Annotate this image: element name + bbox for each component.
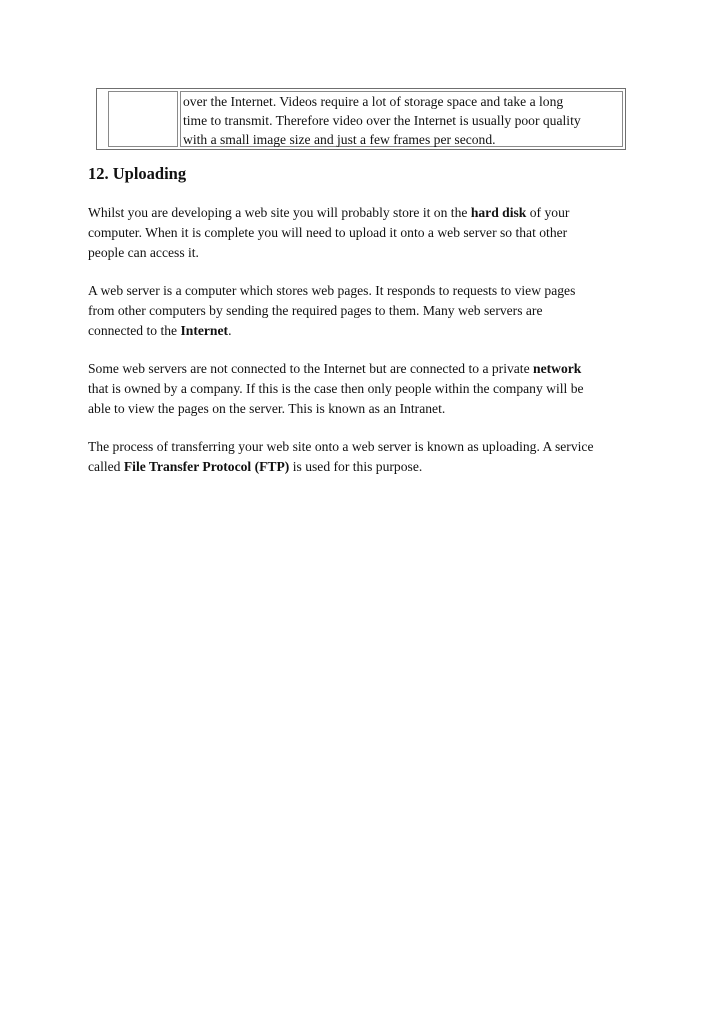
p2-text: . — [228, 323, 232, 338]
paragraph-1 — [88, 203, 648, 263]
p2-text: connected to the — [88, 323, 181, 338]
main-content — [88, 164, 648, 495]
table-row — [99, 91, 623, 147]
table-cell-empty — [108, 91, 178, 147]
p2-line-3 — [88, 321, 648, 341]
paragraph-4 — [88, 437, 648, 477]
continuation-table — [96, 88, 626, 150]
paragraph-3 — [88, 359, 648, 419]
p1-line-3: people can access it. — [88, 245, 199, 260]
internet-term: Internet — [180, 323, 229, 338]
p3-line-3: able to view the pages on the server. This is known as an Intranet. — [88, 401, 446, 416]
ftp-term: File Transfer Protocol (FTP) — [123, 459, 290, 474]
table-cell-text — [180, 91, 623, 147]
section-heading: 12. Uploading — [88, 164, 187, 183]
p2-line-2: from other computers by sending the required pages to them. Many web servers are — [88, 303, 543, 318]
hard-disk-term: hard disk — [470, 205, 527, 220]
paragraph-2 — [88, 281, 648, 341]
p4-text: is used for this purpose. — [289, 459, 423, 474]
p4-line-1: The process of transferring your web site onto a web server is known as uploading. A service — [88, 439, 594, 454]
p3-line-1 — [88, 359, 648, 379]
table-text-line-1: over the Internet. Videos require a lot of storage space and take a long — [183, 94, 564, 109]
p1-text: of your — [526, 205, 570, 220]
table-text-line-3: with a small image size and just a few frames per second. — [183, 132, 496, 147]
p1-line-2: computer. When it is complete you will need to upload it onto a web server so that other — [88, 225, 568, 240]
p3-text: Some web servers are not connected to the Internet but are connected to a private — [88, 361, 534, 376]
p1-text: Whilst you are developing a web site you will probably store it on the — [88, 205, 471, 220]
p4-text: called — [88, 459, 124, 474]
p1-line-1 — [88, 203, 648, 223]
network-term: network — [533, 361, 582, 376]
table-text-line-2: time to transmit. Therefore video over the Internet is usually poor quality — [183, 113, 581, 128]
p3-line-2: that is owned by a company. If this is the case then only people within the company will be — [88, 381, 584, 396]
p2-line-1: A web server is a computer which stores web pages. It responds to requests to view pages — [88, 283, 576, 298]
p4-line-2 — [88, 457, 648, 477]
